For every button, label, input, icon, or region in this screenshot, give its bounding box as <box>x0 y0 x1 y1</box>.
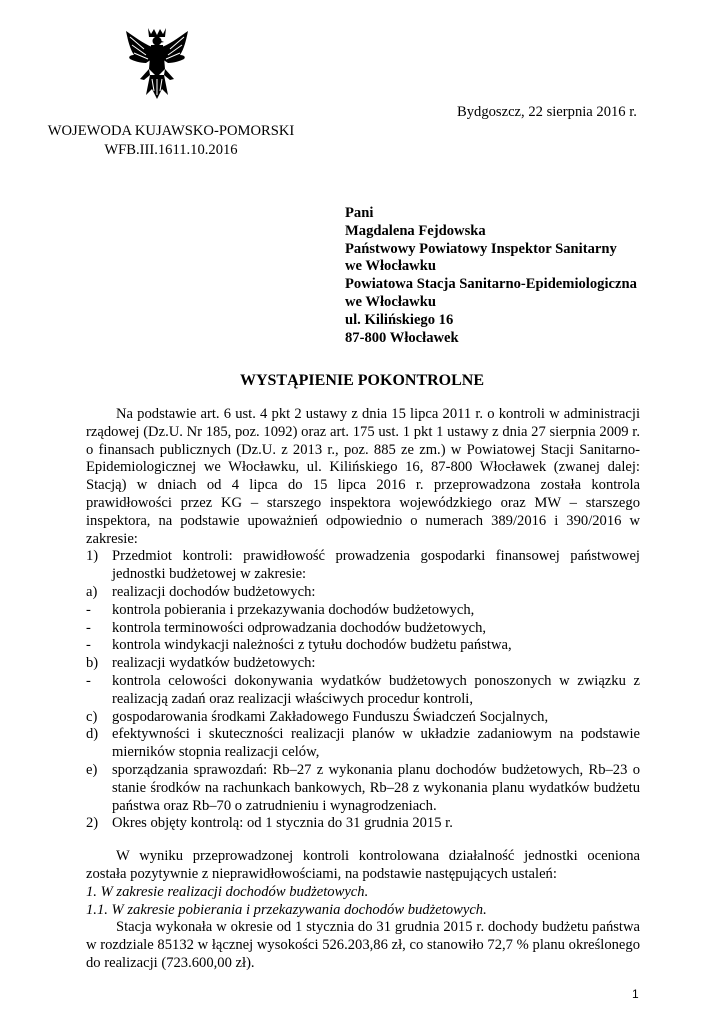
addressee-line: we Włocławku <box>345 293 436 310</box>
addressee-line: Państwowy Powiatowy Inspektor Sanitarny <box>345 240 617 257</box>
list-text: kontrola windykacji należności z tytułu dochodów budżetu państwa, <box>112 637 512 654</box>
section-heading: 1. W zakresie realizacji dochodów budżetowych. <box>86 883 369 900</box>
list-text: sporządzania sprawozdań: Rb–27 z wykonania planu dochodów budżetowych, Rb–23 o stanie środków na rachunkach bankowych, Rb–28 z wykonania planu wydatków budżetu państwa oraz Rb–70 o zatrudnieniu i wynagrodzeniach. <box>112 761 640 814</box>
list-text: kontrola pobierania i przekazywania dochodów budżetowych, <box>112 601 475 618</box>
list-item <box>86 620 640 638</box>
list-text: kontrola terminowości odprowadzania dochodów budżetowych, <box>112 619 487 636</box>
list-marker: e) <box>86 761 98 778</box>
list-item <box>86 762 640 815</box>
addressee-line: ul. Kilińskiego 16 <box>345 311 454 328</box>
list-marker: a) <box>86 583 98 600</box>
addressee-block <box>345 205 637 347</box>
list-item <box>86 655 640 673</box>
sender-reference: WFB.III.1611.10.2016 <box>104 142 238 158</box>
list-marker: b) <box>86 655 99 672</box>
list-item <box>86 726 640 762</box>
list-marker: - <box>86 637 91 654</box>
list-item <box>86 673 640 709</box>
list-item <box>86 815 640 833</box>
intro-paragraph: Na podstawie art. 6 ust. 4 pkt 2 ustawy z dnia 15 lipca 2011 r. o kontroli w administracji rządowej (Dz.U. Nr 185, poz. 1092) oraz art. 175 ust. 1 pkt 1 ustawy z dnia 27 sierpnia 2009 r. o finansach publicznych (Dz.U. z 2013 r., poz. 885 ze zm.) w Powiatowej Stacji Sanitarno-Epidemiologicznej we Włocławku, ul. Kilińskiego 16, 87-800 Włocławek (zwanej dalej: Stacją) w dniach od 4 lipca do 15 lipca 2016 r. przeprowadzona została kontrola prawidłowości przez KG – starszego inspektora wojewódzkiego oraz MW – starszego inspektora, na podstawie upoważnień odpowiednio o numerach 389/2016 i 390/2016 w zakresie: <box>86 406 640 547</box>
list-text: Przedmiot kontroli: prawidłowość prowadzenia gospodarki finansowej państwowej jednostki budżetowej w zakresie: <box>112 548 640 583</box>
list-marker: 1) <box>86 548 99 565</box>
list-marker: c) <box>86 708 98 725</box>
list-text: Okres objęty kontrolą: od 1 stycznia do 31 grudnia 2015 r. <box>112 815 453 832</box>
list-item <box>86 637 640 655</box>
list-marker: d) <box>86 726 99 743</box>
list-marker: - <box>86 619 91 636</box>
list-text: gospodarowania środkami Zakładowego Funduszu Świadczeń Socjalnych, <box>112 708 549 725</box>
list-item <box>86 548 640 584</box>
document-title: WYSTĄPIENIE POKONTROLNE <box>239 372 485 389</box>
addressee-line: Pani <box>345 205 374 221</box>
addressee-line: 87-800 Włocławek <box>345 329 459 346</box>
eagle-emblem-icon <box>124 25 190 100</box>
addressee-line: Magdalena Fejdowska <box>345 222 486 239</box>
assessment-paragraph: W wyniku przeprowadzonej kontroli kontrolowana działalność jednostki oceniona została pozytywnie z nieprawidłowościami, na podstawie następujących ustaleń: <box>86 848 640 882</box>
list-item <box>86 584 640 602</box>
list-marker: - <box>86 601 91 618</box>
list-item <box>86 709 640 727</box>
place-date: Bydgoszcz, 22 sierpnia 2016 r. <box>457 104 637 120</box>
list-marker: - <box>86 672 91 689</box>
finding-paragraph: Stacja wykonała w okresie od 1 stycznia do 31 grudnia 2015 r. dochody budżetu państwa w rozdziale 85132 w łącznej wysokości 526.203,86 zł, co stanowiło 72,7 % planu określonego do realizacji (723.600,00 zł). <box>86 919 640 971</box>
addressee-line: we Włocławku <box>345 258 436 275</box>
subsection-heading: 1.1. W zakresie pobierania i przekazywania dochodów budżetowych. <box>86 901 487 918</box>
list-text: kontrola celowości dokonywania wydatków budżetowych ponoszonych w związku z realizacją zadań oraz realizacji właściwych procedur kontroli, <box>112 672 640 707</box>
list-text: realizacji dochodów budżetowych: <box>112 583 316 600</box>
sender-block <box>40 122 302 160</box>
addressee-line: Powiatowa Stacja Sanitarno-Epidemiologiczna <box>345 276 637 293</box>
sender-name: WOJEWODA KUJAWSKO-POMORSKI <box>47 123 295 139</box>
list-text: efektywności i skuteczności realizacji planów w układzie zadaniowym na podstawie mierników stopnia realizacji celów, <box>112 726 640 761</box>
page-number: 1 <box>632 987 639 1001</box>
list-item <box>86 602 640 620</box>
list-marker: 2) <box>86 815 99 832</box>
document-body <box>86 406 640 973</box>
list-text: realizacji wydatków budżetowych: <box>112 655 316 672</box>
